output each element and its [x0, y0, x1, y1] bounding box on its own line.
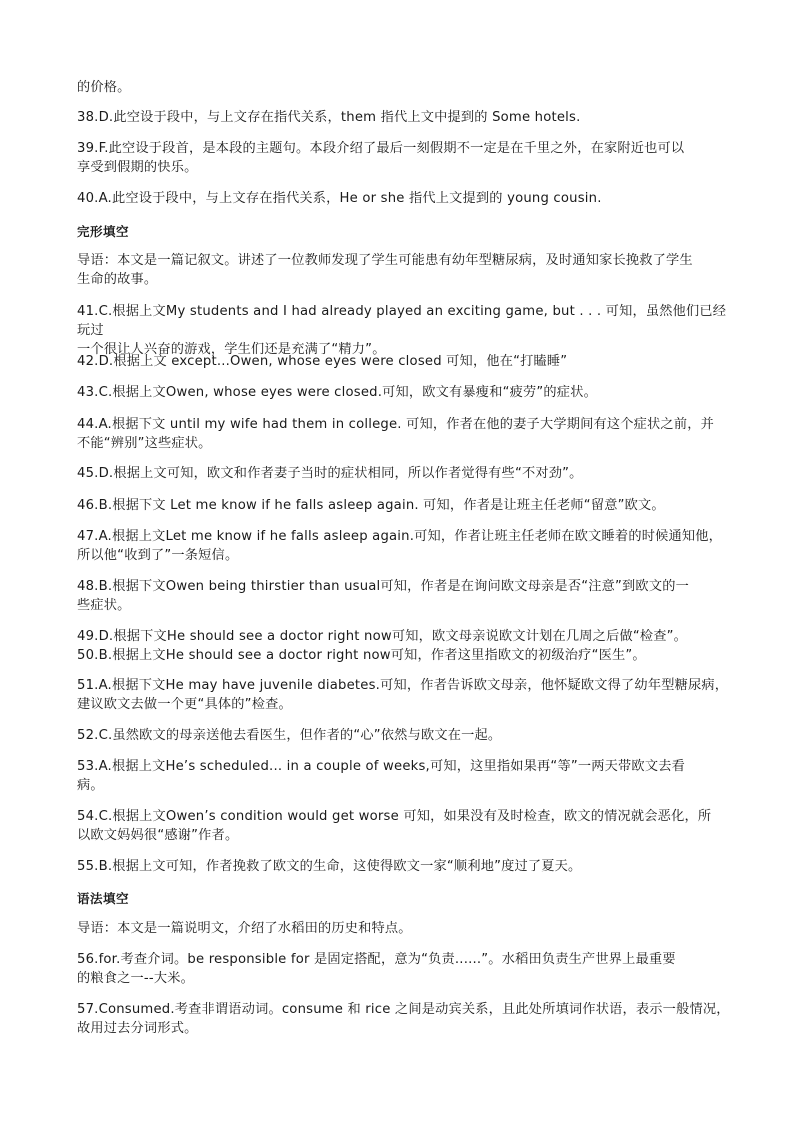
answer-40: 40.A.此空设于段中，与上文存在指代关系，He or she 指代上文提到的 young cousin. — [77, 191, 602, 206]
section-heading-cloze: 完形填空 — [77, 224, 130, 239]
answer-48: 48.B.根据下文Owen being thirstier than usual可知，作者是在询问欧文母亲是否“注意”到欧文的一 些症状。 — [77, 579, 689, 613]
answer-38: 38.D.此空设于段中，与上文存在指代关系，them 指代上文中提到的 Some hotels. — [77, 110, 581, 125]
answer-42: 42.D.根据上文 except...Owen, whose eyes were closed 可知，他在“打瞌睡” — [77, 354, 568, 369]
answer-49-50: 49.D.根据下文He should see a doctor right now可知，欧文母亲说欧文计划在几周之后做“检查”。 50.B.根据上文He should see a doctor right now可知，作者这里指欧文的初级治疗“医生”。 — [77, 629, 688, 663]
answer-52: 52.C.虽然欧文的母亲送他去看医生，但作者的“心”依然与欧文在一起。 — [77, 728, 502, 743]
answer-41: 41.C.根据上文My students and I had already played an exciting game, but . . . 可知，虽然他们已经玩过 一个很让人兴奋的游戏，学生们还是充满了“精力”。 — [77, 304, 727, 357]
intro-cloze: 导语：本文是一篇记叙文。讲述了一位教师发现了学生可能患有幼年型糖尿病，及时通知家长挽救了学生 生命的故事。 — [77, 253, 693, 287]
answer-39: 39.F.此空设于段首，是本段的主题句。本段介绍了最后一刻假期不一定是在千里之外，在家附近也可以 享受到假期的快乐。 — [77, 141, 685, 175]
answer-53: 53.A.根据上文He’s scheduled... in a couple of weeks,可知，这里指如果再“等”一两天带欧文去看 病。 — [77, 759, 685, 793]
answer-46: 46.B.根据下文 Let me know if he falls asleep again. 可知，作者是让班主任老师“留意”欧文。 — [77, 498, 665, 513]
answer-51: 51.A.根据下文He may have juvenile diabetes.可知，作者告诉欧文母亲，他怀疑欧文得了幼年型糖尿病， 建议欧文去做一个更“具体的”检查。 — [77, 678, 729, 712]
answer-45: 45.D.根据上文可知，欧文和作者妻子当时的症状相同，所以作者觉得有些“不对劲”。 — [77, 466, 583, 481]
answer-47: 47.A.根据上文Let me know if he falls asleep again.可知，作者让班主任老师在欧文睡着的时候通知他， 所以他“收到了”一条短信。 — [77, 529, 723, 563]
answer-44: 44.A.根据下文 until my wife had them in college. 可知，作者在他的妻子大学期间有这个症状之前，并 不能“辨别”这些症状。 — [77, 417, 714, 451]
answer-56: 56.for.考查介词。be responsible for 是固定搭配，意为“负责......”。水稻田负责生产世界上最重要 的粮食之一--大米。 — [77, 952, 676, 986]
section-heading-grammar: 语法填空 — [77, 891, 130, 906]
answer-54: 54.C.根据上文Owen’s condition would get worse 可知，如果没有及时检查，欧文的情况就会恶化，所 以欧文妈妈很“感谢”作者。 — [77, 809, 712, 843]
answer-55: 55.B.根据上文可知，作者挽救了欧文的生命，这使得欧文一家“顺利地”度过了夏天。 — [77, 859, 582, 874]
answer-57: 57.Consumed.考查非谓语动词。consume 和 rice 之间是动宾关系，且此处所填词作状语，表示一般情况， 故用过去分词形式。 — [77, 1002, 730, 1036]
paragraph: 的价格。 — [77, 80, 131, 95]
answer-43: 43.C.根据上文Owen, whose eyes were closed.可知，欧文有暴瘦和“疲劳”的症状。 — [77, 385, 597, 400]
intro-grammar: 导语：本文是一篇说明文，介绍了水稻田的历史和特点。 — [77, 921, 412, 936]
